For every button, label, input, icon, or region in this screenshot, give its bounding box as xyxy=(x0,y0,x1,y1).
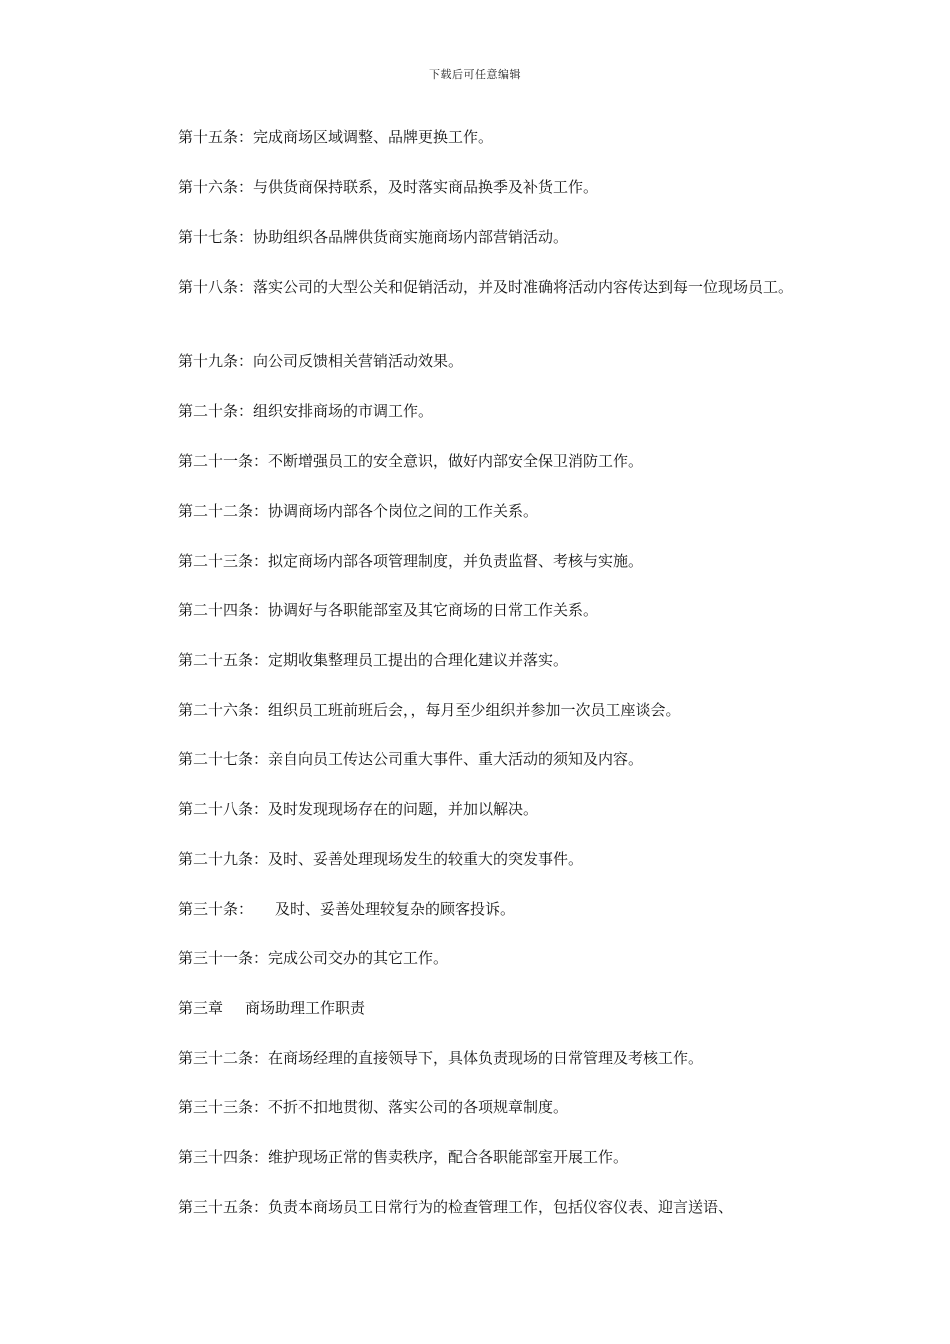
article-18: 第十八条：落实公司的大型公关和促销活动，并及时准确将活动内容传达到每一位现场员工。 xyxy=(178,278,794,296)
article-30 xyxy=(178,898,515,920)
article-19: 第十九条：向公司反馈相关营销活动效果。 xyxy=(178,352,464,370)
article-33: 第三十三条：不折不扣地贯彻、落实公司的各项规章制度。 xyxy=(178,1098,569,1116)
chapter-3-heading xyxy=(178,997,365,1019)
article-30-label: 第三十条： xyxy=(178,900,254,918)
article-34: 第三十四条：维护现场正常的售卖秩序，配合各职能部室开展工作。 xyxy=(178,1148,629,1166)
article-35: 第三十五条：负责本商场员工日常行为的检查管理工作，包括仪容仪表、迎言送语、 xyxy=(178,1198,734,1216)
page-header: 下载后可任意编辑 xyxy=(429,68,521,81)
article-23: 第二十三条：拟定商场内部各项管理制度，并负责监督、考核与实施。 xyxy=(178,552,644,570)
article-16: 第十六条：与供货商保持联系，及时落实商品换季及补货工作。 xyxy=(178,178,599,196)
article-22: 第二十二条：协调商场内部各个岗位之间的工作关系。 xyxy=(178,502,539,520)
article-20: 第二十条：组织安排商场的市调工作。 xyxy=(178,402,434,420)
article-29: 第二十九条：及时、妥善处理现场发生的较重大的突发事件。 xyxy=(178,850,584,868)
article-15: 第十五条：完成商场区域调整、品牌更换工作。 xyxy=(178,128,494,146)
article-25: 第二十五条：定期收集整理员工提出的合理化建议并落实。 xyxy=(178,651,569,669)
article-31: 第三十一条：完成公司交办的其它工作。 xyxy=(178,949,449,967)
article-24: 第二十四条：协调好与各职能部室及其它商场的日常工作关系。 xyxy=(178,601,599,619)
article-32: 第三十二条：在商场经理的直接领导下，具体负责现场的日常管理及考核工作。 xyxy=(178,1049,704,1067)
chapter-number: 第三章 xyxy=(178,999,224,1017)
article-21: 第二十一条：不断增强员工的安全意识，做好内部安全保卫消防工作。 xyxy=(178,452,644,470)
article-26: 第二十六条：组织员工班前班后会，，每月至少组织并参加一次员工座谈会。 xyxy=(178,701,681,719)
article-30-body: 及时、妥善处理较复杂的顾客投诉。 xyxy=(275,900,516,918)
chapter-title: 商场助理工作职责 xyxy=(245,999,366,1017)
article-28: 第二十八条：及时发现现场存在的问题，并加以解决。 xyxy=(178,800,539,818)
article-27: 第二十七条：亲自向员工传达公司重大事件、重大活动的须知及内容。 xyxy=(178,750,644,768)
article-17: 第十七条：协助组织各品牌供货商实施商场内部营销活动。 xyxy=(178,228,569,246)
